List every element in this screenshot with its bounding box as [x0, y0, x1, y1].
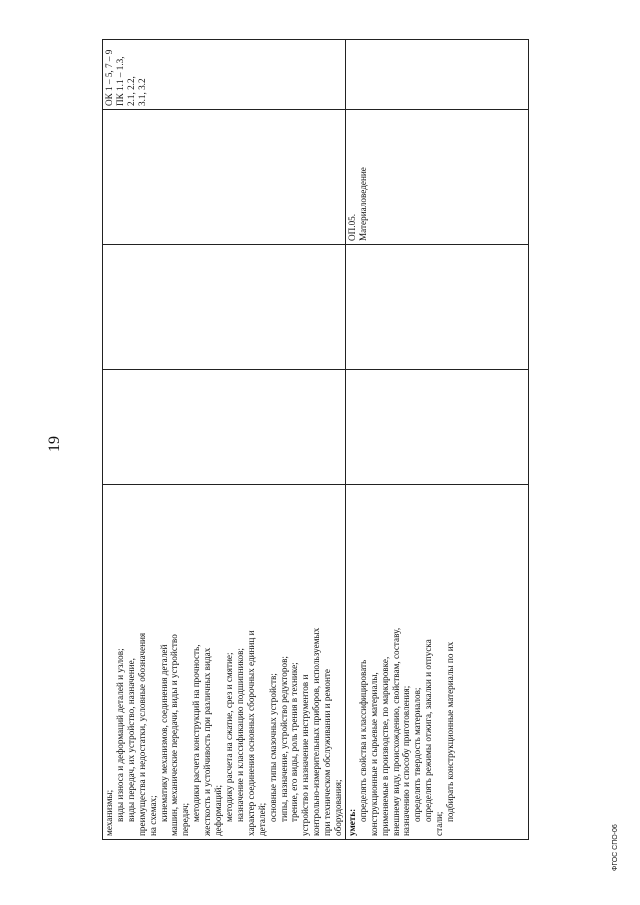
knowledge-cell-top	[103, 485, 346, 840]
competency-line: 2.1, 2.2,	[125, 76, 136, 106]
competency-line: ОК 1 – 5, 7 – 9	[104, 49, 114, 106]
text-line: механизмы;	[104, 789, 114, 836]
text-line: назначению и способу приготовления;	[401, 685, 412, 836]
page-number: 19	[46, 436, 63, 452]
curriculum-table-wrapper	[102, 40, 517, 840]
text-line: машин, механические передачи, виды и устройство	[169, 634, 180, 836]
competencies-top	[104, 43, 148, 106]
text-line: применяемые в производстве, по маркировке,	[379, 656, 390, 836]
footer-label: ФГОС СПО-06	[612, 824, 619, 871]
text-line: кинематику механизмов, соединения деталей	[158, 644, 169, 822]
text-line: определять режимы отжига, закалки и отпуска	[423, 639, 434, 822]
text-line: жесткость и устойчивость при различных видах	[202, 647, 213, 836]
text-line: виды износа и деформаций деталей и узлов;	[114, 648, 125, 822]
skills-list-bottom	[358, 488, 456, 836]
hours-cell-bottom	[345, 370, 528, 485]
text-line: виды передач, их устройство, назначение,	[125, 658, 136, 822]
text-line: основные типы смазочных устройств;	[267, 673, 278, 822]
text-line: деталей;	[256, 802, 267, 836]
skills-heading: уметь:	[346, 808, 357, 836]
text-line: методику расчета на сжатие, срез и смятие;	[223, 652, 234, 822]
competency-line: ПК 1.1 – 1.3,	[114, 56, 125, 106]
text-line: конструкционные и сырьевые материалы,	[368, 672, 379, 836]
discipline-cell-bottom	[345, 110, 528, 245]
text-line: контрольно-измерительных приборов, используемых	[311, 627, 322, 836]
text-line: деформаций;	[213, 785, 224, 836]
text-line: подбирать конструкционные материалы по их	[445, 641, 456, 822]
skills-cell-bottom	[345, 485, 528, 840]
discipline-name: Материаловедение	[357, 167, 368, 241]
text-line: на схемах;	[147, 795, 158, 836]
text-line: при техническом обслуживании и ремонте	[322, 669, 333, 836]
table-row-top	[103, 40, 346, 840]
text-line: методики расчета конструкций на прочность,	[191, 644, 202, 822]
knowledge-list-top	[104, 488, 344, 836]
competencies-cell-top	[103, 40, 346, 110]
hours-cell-top	[103, 370, 346, 485]
text-line: внешнему виду, происхождению, свойствам, составу,	[390, 627, 401, 836]
text-line: стали;	[434, 811, 445, 836]
text-line: трение, его виды, роль трения в технике;	[289, 662, 300, 822]
text-line: типы, назначение, устройство редукторов;	[278, 656, 289, 822]
text-line: устройство и назначение инструментов и	[300, 674, 311, 836]
text-line: определять твердость материалов;	[412, 687, 423, 822]
text-line: преимущества и недостатки, условные обозначения	[136, 632, 147, 836]
empty-cell-bottom	[345, 245, 528, 370]
discipline-code: ОП.05.	[346, 213, 357, 241]
competency-line: 3.1, 3.2	[136, 78, 147, 106]
text-line: назначение и классификацию подшипников;	[234, 648, 245, 822]
curriculum-table	[102, 39, 529, 840]
empty-cell-top	[103, 245, 346, 370]
competencies-cell-bottom	[345, 40, 528, 110]
table-row-bottom	[345, 40, 528, 840]
discipline-cell-top	[103, 110, 346, 245]
text-line: определять свойства и классифицировать	[357, 659, 368, 822]
text-line: передач;	[180, 802, 191, 836]
text-line: оборудования;	[333, 779, 344, 836]
text-line: характер соединения основных сборочных единиц и	[245, 630, 256, 836]
